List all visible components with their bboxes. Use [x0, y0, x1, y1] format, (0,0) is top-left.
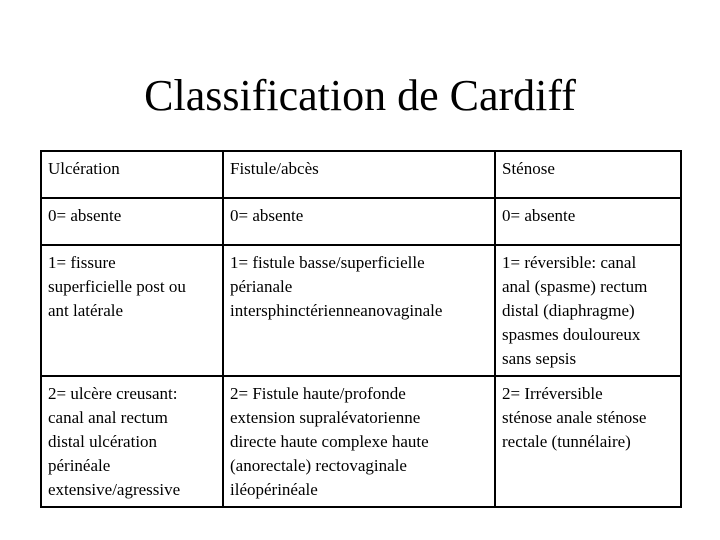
column-header-fistule-abces: Fistule/abcès [223, 151, 495, 198]
table-cell: 0= absente [495, 198, 681, 245]
table-row [41, 198, 681, 245]
table-cell: 2= ulcère creusant: canal anal rectum distal ulcération périnéale extensive/agressive [41, 376, 223, 507]
table-cell: 2= Irréversible sténose anale sténose rectale (tunnélaire) [495, 376, 681, 507]
table-cell: 0= absente [41, 198, 223, 245]
slide-title: Classification de Cardiff [144, 71, 576, 120]
table-row [41, 245, 681, 376]
column-header-ulceration: Ulcération [41, 151, 223, 198]
table-row [41, 376, 681, 507]
cardiff-classification-table [40, 150, 682, 508]
table-cell: 1= réversible: canal anal (spasme) rectum distal (diaphragme) spasmes douloureux sans sepsis [495, 245, 681, 376]
table-cell: 1= fissure superficielle post ou ant latérale [41, 245, 223, 376]
column-header-stenose: Sténose [495, 151, 681, 198]
table-cell: 0= absente [223, 198, 495, 245]
table-cell: 1= fistule basse/superficielle périanale intersphinctérienneanovaginale [223, 245, 495, 376]
table-cell: 2= Fistule haute/profonde extension supralévatorienne directe haute complexe haute (anorectale) rectovaginale iléopérinéale [223, 376, 495, 507]
table-header-row [41, 151, 681, 198]
